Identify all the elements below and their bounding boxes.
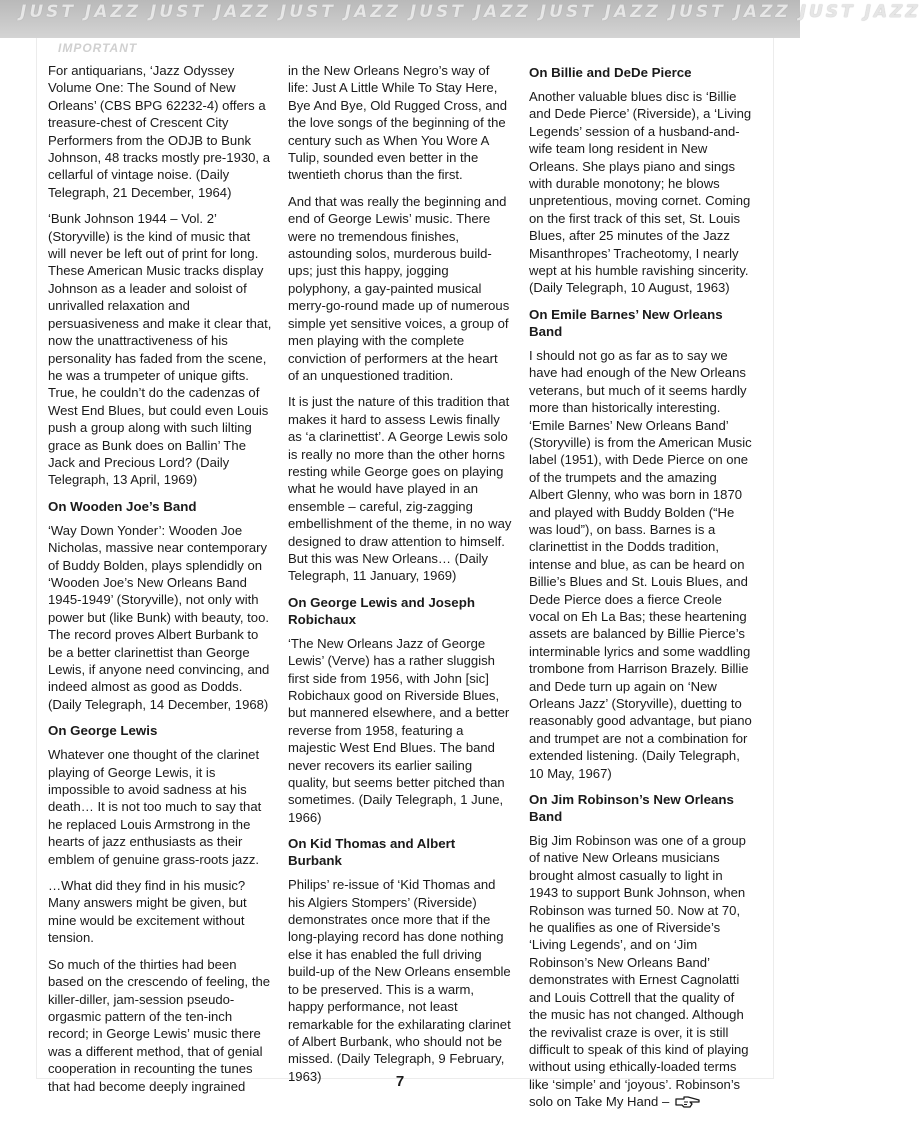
paragraph: ‘Way Down Yonder’: Wooden Joe Nicholas, massive near contemporary of Buddy Bolden, plays splendidly on ‘Wooden Joe’s New Orleans Band 1945-1949’ (Storyville), not only with power but (like Bunk) with beauty, too. The record proves Albert Burbank to be a better clarinettist than George Lewis, if anyone need convincing, and indeed almost as good as Dodds. (Daily Telegraph, 14 December, 1968) xyxy=(48,522,270,712)
section-heading: On Jim Robinson’s New Orleans Band xyxy=(529,792,734,825)
column-2 xyxy=(288,62,512,1084)
header-band-text: JUST JAZZ JUST JAZZ JUST JAZZ JUST JAZZ JUST JAZZ JUST JAZZ JUST JAZZ xyxy=(20,2,921,22)
paragraph: It is just the nature of this tradition that makes it hard to assess Lewis finally as ‘a clarinettist’. A George Lewis solo is really no more than the other horns resting while George goes on playing what he would have played in an ensemble – careful, zig-zagging embellishment of the theme, in no way designed to draw attention to himself. But this was New Orleans… (Daily Telegraph, 11 January, 1969) xyxy=(288,394,512,584)
paragraph xyxy=(529,832,753,1114)
section-heading: On Kid Thomas and Albert Burbank xyxy=(288,836,456,869)
ghost-label: IMPORTANT xyxy=(58,41,138,55)
paragraph: ‘Bunk Johnson 1944 – Vol. 2’ (Storyville) is the kind of music that will never be left out of print for long. These American Music tracks display Johnson as a leader and soloist of unrivalled relaxation and persuasiveness and make it clear that, now the unattractiveness of his personality has faded from the scene, he was a trumpeter of unique gifts. True, he couldn’t do the cadenzas of West End Blues, but could even Louis push a group along with such lilting grace as Bunk does on Ballin’ The Jack and Precious Lord? (Daily Telegraph, 13 April, 1969) xyxy=(48,211,272,488)
paragraph: And that was really the beginning and end of George Lewis’ music. There were no tremendous finishes, astounding solos, murderous build-ups; just this happy, jogging polyphony, a gay-painted musical merry-go-round made up of numerous simple yet sensitive voices, a group of men playing with the complete conviction of performers at the heart of an unquestioned tradition. xyxy=(288,193,510,383)
paragraph: in the New Orleans Negro’s way of life: Just A Little While To Stay Here, Bye And Bye, Old Rugged Cross, and the love songs of the beginning of the century such as When You Wore A Tulip, sounded even better in the twentieth chorus than the first. xyxy=(288,63,508,183)
paragraph-text: Big Jim Robinson was one of a group of native New Orleans musicians brought almost casually to light in 1943 to support Bunk Johnson, when Robinson was turned 50. Now at 70, he qualifies as one of Riverside’s ‘Living Legends’, and on ‘Jim Robinson’s New Orleans Band’ demonstrates with Ernest Cagnolatti and Louis Cottrell that the quality of the music has not changed. Although the revivalist craze is over, it is still difficult to speak of this kind of playing without using ethically-loaded terms like ‘simple’ and ‘joyous’. Robinson’s solo on Take My Hand – xyxy=(529,833,749,1110)
page-number: 7 xyxy=(395,1073,405,1090)
paragraph: I should not go as far as to say we have had enough of the New Orleans veterans, but much of it seems hardly more than historically interesting. ‘Emile Barnes’ New Orleans Band’ (Storyville) is from the American Music label (1951), with Dede Pierce on one of the trumpets and the amazing Albert Glenny, who was born in 1870 and played with Buddy Bolden (“He was loud”), on bass. Barnes is a clarinettist in the Dodds tradition, intense and blue, as can be heard on Billie’s Blues and St. Louis Blues, and Dede Pierce does a fierce Creole vocal on Eh La Bas; these heartening assets are balanced by Billie Pierce’s interminable lyrics and some waddling trombone from Harrison Brazely. Billie and Dede turn up again on ‘New Orleans Jazz’ (Storyville), duetting to reasonably good advantage, but piano and trumpet are not a combination for extended listening. (Daily Telegraph, 10 May, 1967) xyxy=(529,347,752,781)
paragraph: So much of the thirties had been based on the crescendo of feeling, the killer-diller, jam-session pseudo-orgasmic pattern of the ten-inch record; in George Lewis’ music there was a different method, that of genial cooperation in recounting the tunes that had become deeply ingrained xyxy=(48,956,271,1094)
paragraph: Another valuable blues disc is ‘Billie and Dede Pierce’ (Riverside), a ‘Living Legends’ session of a husband-and-wife team long resident in New Orleans. She plays piano and sings with durable monotony; he blows unpretentious, moving cornet. Coming on the first track of this set, St. Louis Blues, after 25 minutes of the Jazz Misanthropes’ Tracheotomy, I nearly wept at his humble ravishing sincerity. (Daily Telegraph, 10 August, 1963) xyxy=(529,89,752,296)
paragraph: ‘The New Orleans Jazz of George Lewis’ (Verve) has a rather sluggish first side from 1956, with John [sic] Robichaux good on Riverside Blues, but mannered elsewhere, and a better reverse from 1958, featuring a majestic West End Blues. The band never recovers its earlier sailing quality, but seems better pitched than sometimes. (Daily Telegraph, 1 June, 1966) xyxy=(288,635,510,825)
header-band xyxy=(0,0,921,38)
section-heading: On Emile Barnes’ New Orleans Band xyxy=(529,306,723,339)
column-1 xyxy=(48,62,272,1094)
paragraph: …What did they find in his music? Many answers might be given, but mine would be excitement without tension. xyxy=(48,878,247,946)
paragraph: For antiquarians, ‘Jazz Odyssey Volume One: The Sound of New Orleans’ (CBS BPG 62232-4) offers a treasure-chest of Crescent City Performers from the ODJB to Bunk Johnson, 48 tracks mostly pre-1930, a cellarful of vintage noise. (Daily Telegraph, 21 December, 1964) xyxy=(48,63,270,200)
article-columns xyxy=(48,62,768,1110)
section-heading: On Wooden Joe’s Band xyxy=(48,498,197,514)
section-heading: On George Lewis xyxy=(48,723,158,739)
paragraph: Whatever one thought of the clarinet playing of George Lewis, it is impossible to avoid sadness at his death… It is not too much to say that he replaced Louis Armstrong in the hearts of jazz enthusiasts as their emblem of genuine grass-roots jazz. xyxy=(48,747,262,867)
pointing-hand-icon xyxy=(675,1095,701,1113)
column-3 xyxy=(529,62,753,1110)
section-heading: On George Lewis and Joseph Robichaux xyxy=(288,594,475,627)
paragraph: Philips’ re-issue of ‘Kid Thomas and his Algiers Stompers’ (Riverside) demonstrates once more that if the long-playing record has done nothing else it has enabled the full driving build-up of the New Orleans ensemble to be preserved. This is a warm, happy performance, not least remarkable for the exhilarating clarinet of Albert Burbank, who should not be missed. (Daily Telegraph, 9 February, 1963) xyxy=(288,877,511,1084)
section-heading: On Billie and DeDe Pierce xyxy=(529,65,692,80)
